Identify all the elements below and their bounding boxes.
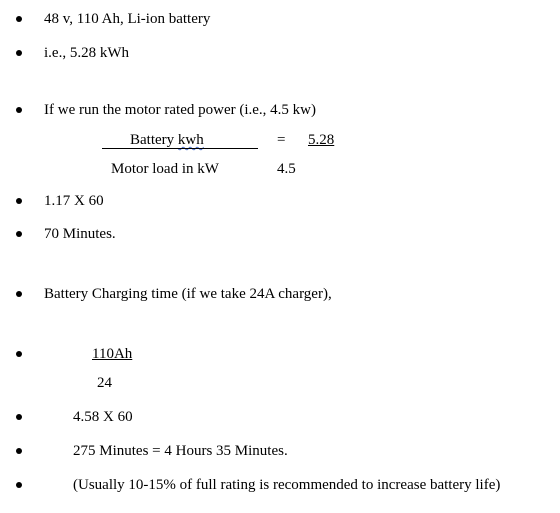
bullet <box>16 351 22 357</box>
fraction-numerator-prefix: Battery <box>130 132 178 148</box>
bullet <box>16 107 22 113</box>
battery-spec-line: 48 v, 110 Ah, Li-ion battery <box>44 11 211 27</box>
charge-fraction-denominator: 24 <box>97 375 112 391</box>
fraction-numerator <box>130 131 204 149</box>
motor-power-line: If we run the motor rated power (i.e., 4.5 kw) <box>44 102 316 118</box>
charge-multiplication-line: 4.58 X 60 <box>73 409 133 425</box>
multiplication-line: 1.17 X 60 <box>44 193 104 209</box>
bullet <box>16 448 22 454</box>
fraction-value-top: 5.28 <box>308 132 335 148</box>
bullet <box>16 291 22 297</box>
bullet <box>16 198 22 204</box>
fraction-value-bottom: 4.5 <box>277 161 296 177</box>
charge-minutes-line: 275 Minutes = 4 Hours 35 Minutes. <box>73 443 288 459</box>
recommendation-note: (Usually 10-15% of full rating is recommended to increase battery life) <box>73 477 501 493</box>
bullet <box>16 50 22 56</box>
bullet <box>16 482 22 488</box>
charge-fraction-numerator: 110Ah <box>92 346 133 362</box>
minutes-line: 70 Minutes. <box>44 226 116 242</box>
fraction-numerator-word: kwh <box>177 132 204 148</box>
bullet <box>16 16 22 22</box>
fraction-bar <box>102 148 258 149</box>
bullet <box>16 231 22 237</box>
bullet <box>16 414 22 420</box>
equals-sign: = <box>277 132 286 148</box>
energy-line: i.e., 5.28 kWh <box>44 45 129 61</box>
charging-time-line: Battery Charging time (if we take 24A charger), <box>44 286 332 302</box>
fraction-denominator: Motor load in kW <box>111 161 219 177</box>
